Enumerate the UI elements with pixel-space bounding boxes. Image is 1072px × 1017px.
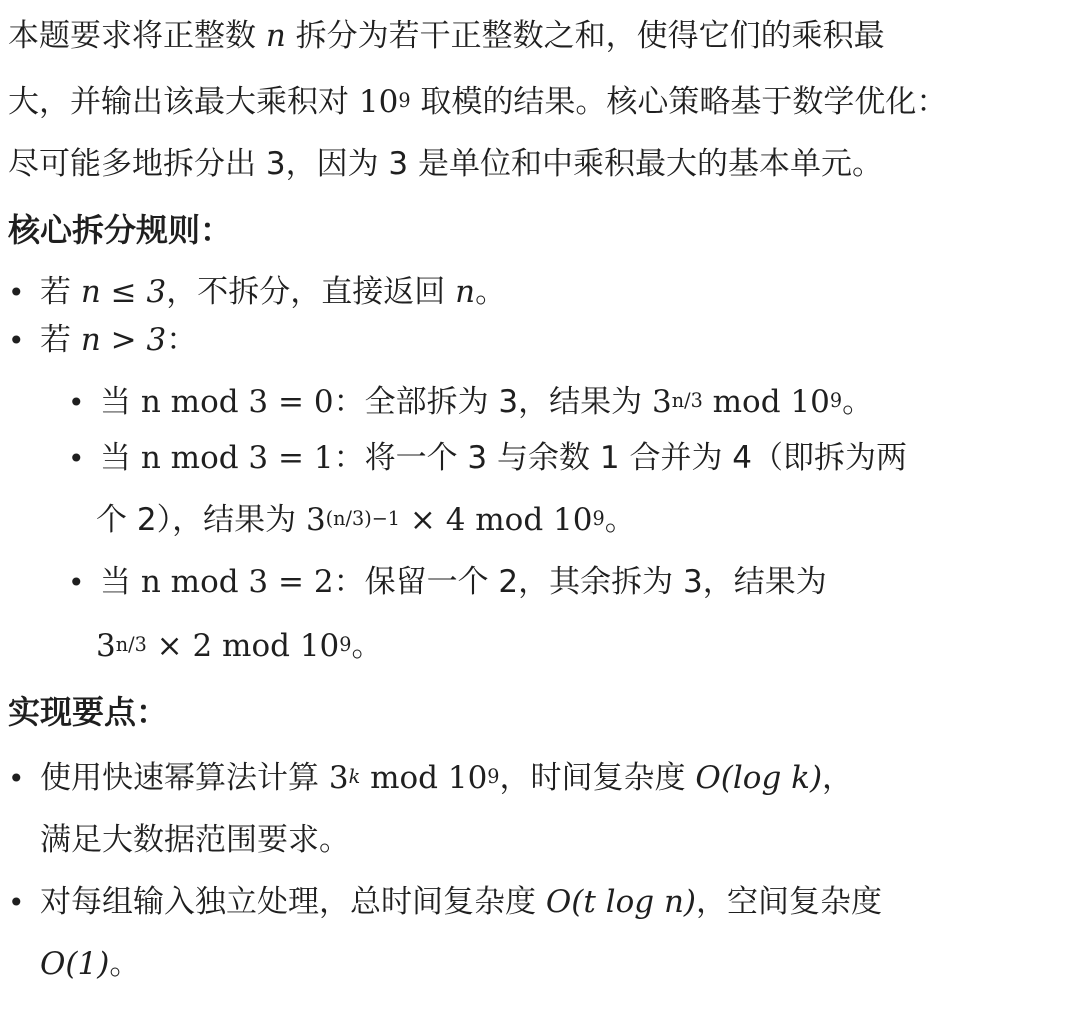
math-exponent: 9 [592,507,605,531]
var-n: n [265,18,286,54]
bullet-icon: • [8,886,25,919]
item-text: 对每组输入独立处理，总时间复杂度 [40,884,546,920]
item-text: 。 [842,384,874,420]
mod-value: $10^9$ [358,84,411,120]
item-text: 当 [100,564,141,600]
math-expr: n mod 3 = 2 [140,564,334,600]
intro-line-2 [8,82,947,122]
intro-text-2b: 取模的结果。核心策略基于数学优化： [410,84,948,120]
sub-list-item [68,438,907,479]
math-expr: O(1) [40,946,110,982]
item-text: 若 [40,322,81,358]
bullet-icon: • [8,324,25,357]
math-expr: O(log k) [695,760,823,796]
item-text: ， [822,760,854,796]
math-expr [96,628,351,664]
item-text: ：保留一个 2，其余拆为 3，结果为 [333,564,827,600]
math-expr: n [455,274,476,310]
math-expr: n > 3 [80,322,167,358]
math-exponent: n/3 [671,389,703,413]
math-base: 3 [328,760,349,796]
bullet-icon: • [68,386,85,419]
sub-list-item-continuation [96,500,636,540]
math-exponent: 9 [487,765,500,789]
section-heading-implementation: 实现要点： [8,693,169,731]
item-text: 当 [100,440,141,476]
item-text: 使用快速幂算法计算 [40,760,329,796]
item-text: ：将一个 3 与余数 1 合并为 4（即拆为两 [333,440,908,476]
item-text: 当 [100,384,141,420]
intro-line-3: 尽可能多地拆分出 3，因为 3 是单位和中乘积最大的基本单元。 [8,146,884,182]
sub-list-item-continuation [96,626,382,666]
sub-list-item [68,382,873,423]
item-text: ，时间复杂度 [499,760,696,796]
list-item [8,320,197,361]
math-base: 3 [96,628,116,664]
item-text: 。 [351,628,383,664]
item-text: 个 2），结果为 [96,502,306,538]
bullet-icon: • [8,276,25,309]
math-mod: mod 10 [360,760,488,796]
math-mod: × 2 mod 10 [146,628,340,664]
math-mod: × 4 mod 10 [400,502,593,538]
list-item-continuation: 满足大数据范围要求。 [40,822,350,858]
item-text: 若 [40,274,81,310]
math-expr [329,760,500,796]
math-exponent: 9 [339,633,352,657]
list-item [8,758,853,799]
intro-line-1 [8,16,885,56]
math-expr: O(t log n) [545,884,697,920]
intro-text-2a: 大，并输出该最大乘积对 [8,84,359,120]
math-expr [652,384,842,420]
sub-list-item [68,562,827,603]
bullet-icon: • [68,442,85,475]
math-mod: mod 10 [702,384,830,420]
math-expr: n mod 3 = 1 [140,440,334,476]
item-text: ： [166,322,198,358]
math-exponent: k [348,765,361,789]
intro-text-1b: 拆分为若干正整数之和，使得它们的乘积最 [285,18,885,54]
item-text: 。 [109,946,141,982]
bullet-icon: • [8,762,25,795]
bullet-icon: • [68,566,85,599]
intro-text-1a: 本题要求将正整数 [8,18,266,54]
item-text: ：全部拆为 3，结果为 [333,384,653,420]
math-expr [306,502,605,538]
math-base: 3 [305,502,326,538]
item-text: 。 [475,274,507,310]
item-text: ，不拆分，直接返回 [166,274,456,310]
math-exponent: n/3 [115,633,147,657]
list-item [8,882,882,923]
math-expr: n mod 3 = 0 [140,384,334,420]
section-heading-rules: 核心拆分规则： [8,211,233,249]
list-item [8,272,506,313]
math-expr: n ≤ 3 [80,274,167,310]
item-text: 。 [604,502,636,538]
math-base: 3 [652,384,672,420]
item-text: ，空间复杂度 [696,884,883,920]
math-exponent: (n/3)−1 [325,507,401,531]
math-exponent: 9 [829,389,843,413]
list-item-continuation [40,944,140,984]
